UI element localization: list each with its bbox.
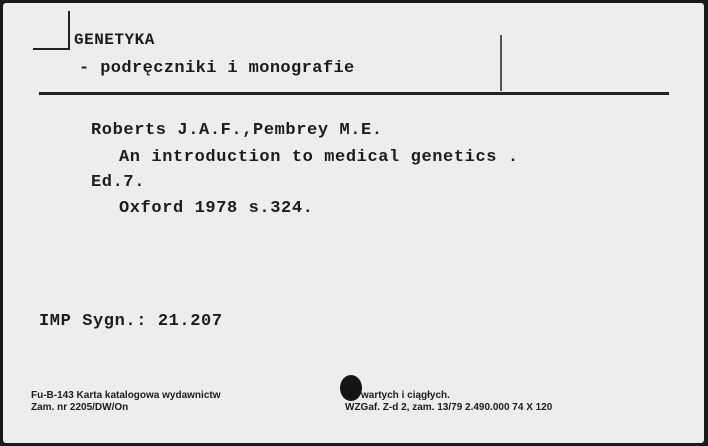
footer-print-left-2: Zam. nr 2205/DW/On xyxy=(31,402,129,413)
header-vertical-rule xyxy=(68,11,70,50)
footer-print-left-1: Fu-B-143 Karta katalogowa wydawnictw xyxy=(31,390,221,401)
catalog-card xyxy=(3,3,704,443)
imprint-line: Oxford 1978 s.324. xyxy=(119,199,314,218)
edition-line: Ed.7. xyxy=(91,173,146,192)
subject-heading: GENETYKA xyxy=(74,31,155,49)
author-line: Roberts J.A.F.,Pembrey M.E. xyxy=(91,121,383,140)
punch-hole xyxy=(340,375,362,401)
call-number: IMP Sygn.: 21.207 xyxy=(39,312,223,331)
footer-print-right-2: WZGaf. Z-d 2, zam. 13/79 2.490.000 74 X 120 xyxy=(345,402,553,413)
header-short-rule xyxy=(33,48,69,50)
footer-print-right-1: wartych i ciągłych. xyxy=(361,390,450,401)
header-column-divider xyxy=(500,35,502,91)
title-line: An introduction to medical genetics . xyxy=(119,148,519,167)
header-horizontal-rule xyxy=(39,92,669,95)
subject-subheading: - podręczniki i monografie xyxy=(79,59,355,78)
